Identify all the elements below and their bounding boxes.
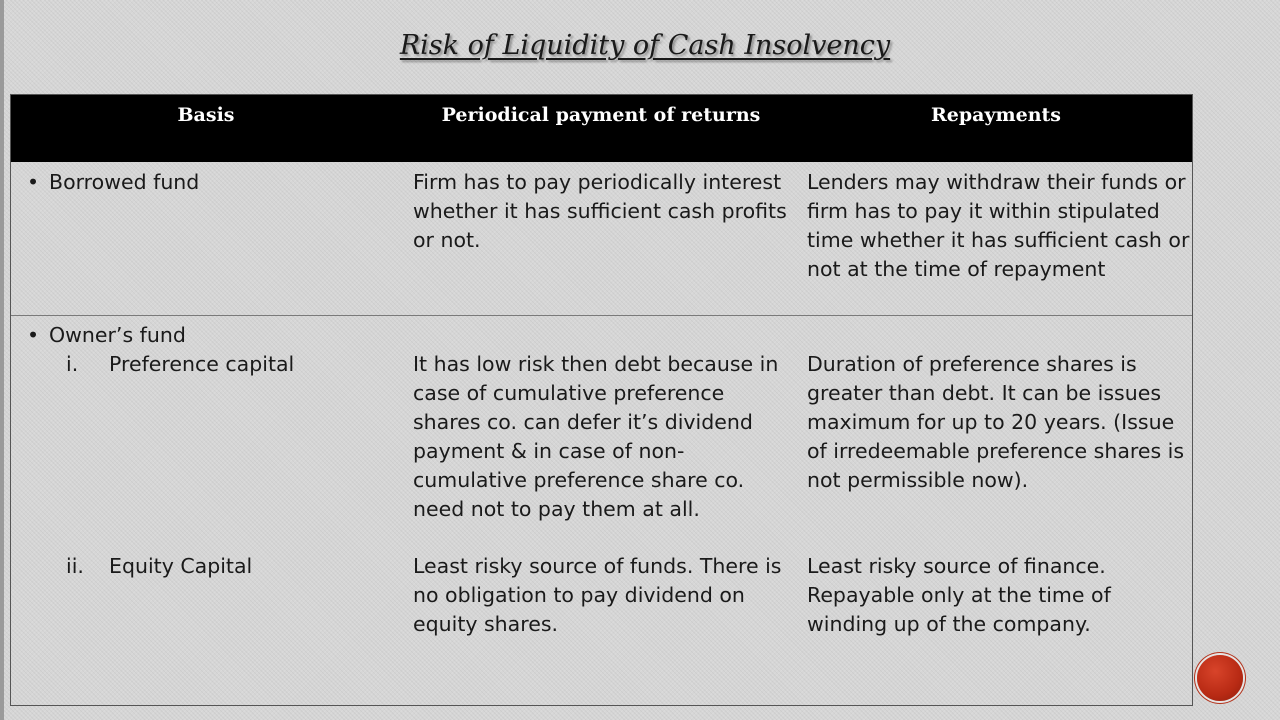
preference-repayments-cell: Duration of preference shares is greater than debt. It can be issues maximum for up to 20 years. (Issue of irredeemable preference shares is not permissible now). [807,352,1185,492]
equity-repayments-cell: Least risky source of finance. Repayable only at the time of winding up of the company. [807,554,1111,636]
next-slide-circle-icon[interactable] [1197,655,1243,701]
basis-equity-capital [66,552,252,581]
list-number: ii. [66,554,84,578]
bullet-icon: • [27,323,40,347]
header-repayments: Repayments [931,104,1061,126]
sub-basis-label: Equity Capital [109,554,253,578]
borrowed-returns-cell: Firm has to pay periodically interest whether it has sufficient cash profits or not. [413,170,787,252]
table-row-owners-fund [11,316,1192,706]
borrowed-repayments-cell: Lenders may withdraw their funds or firm has to pay it within stipulated time whether it has sufficient cash or not at the time of repayment [807,170,1190,281]
table-row-borrowed-fund [11,162,1192,316]
header-periodical-payment: Periodical payment of returns [441,104,761,126]
header-basis: Basis [177,104,235,126]
basis-label: Borrowed fund [49,170,200,194]
preference-returns-cell: It has low risk then debt because in case of cumulative preference shares co. can defer it’s dividend payment & in case of non-cumulative preference share co. need not to pay them at all. [413,352,779,521]
list-number: i. [66,352,79,376]
table-header [11,95,1192,162]
basis-label: Owner’s fund [49,323,186,347]
sub-basis-label: Preference capital [109,352,295,376]
bullet-icon: • [27,170,40,194]
comparison-table [10,94,1193,706]
basis-owners-fund [27,321,186,350]
basis-preference-capital [66,350,294,379]
left-accent-bar [0,0,4,720]
equity-returns-cell: Least risky source of funds. There is no obligation to pay dividend on equity shares. [413,554,782,636]
slide-title: Risk of Liquidity of Cash Insolvency [399,30,891,61]
basis-borrowed-fund [27,168,199,197]
